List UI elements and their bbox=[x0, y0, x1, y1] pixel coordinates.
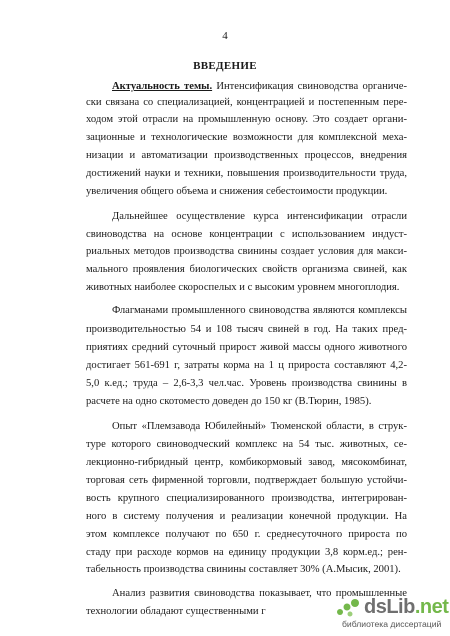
text-line: ски связана со специализацией, концентрацией и постепенным пере- bbox=[86, 97, 407, 108]
page-number: 4 bbox=[222, 30, 228, 42]
text-line: табельность производства свинины составляет 30% (А.Мысик, 2001). bbox=[86, 564, 401, 575]
heading-label: Актуальность темы. bbox=[112, 81, 213, 92]
text-line: технологии обладают существенными г bbox=[86, 606, 266, 617]
logo-name: dsLib.net bbox=[364, 596, 449, 618]
text-line: этом комплексе получают по 650 г. среднесуточного прироста по bbox=[86, 529, 407, 540]
text-line: Анализ развития свиноводства показывает, что промышленные bbox=[112, 588, 407, 599]
dslib-watermark-logo bbox=[336, 596, 449, 630]
text-line: производительностью 54 и 108 тысяч свиней в год. На таких пред- bbox=[86, 324, 407, 335]
text-line: вость крупного специализированного производства, интегрирован- bbox=[86, 493, 407, 504]
text-line: ного в систему получения и реализации конечной продукции. На bbox=[86, 511, 407, 522]
text-line: приятиях средний суточный прирост живой массы одного животного bbox=[86, 342, 407, 353]
dots-logo-icon bbox=[336, 598, 362, 618]
text-line: лекционно-гибридный центр, комбикормовый завод, мясокомбинат, bbox=[86, 457, 407, 468]
text-line: увеличения общего объема и снижения себестоимости продукции. bbox=[86, 186, 388, 197]
text-line: свиноводства на основе концентрации с использованием индуст- bbox=[86, 229, 407, 240]
text-line: низации и автоматизации производственных процессов, внедрения bbox=[86, 150, 407, 161]
text-line: мального проявления биологических свойств организма свиней, как bbox=[86, 264, 407, 275]
text-line: туре которого свиноводческий комплекс на 54 тыс. животных, се- bbox=[86, 439, 407, 450]
text-line: животных наиболее скороспелых и с высоким уровнем многоплодия. bbox=[86, 282, 400, 293]
text-line: Дальнейшее осуществление курса интенсификации отрасли bbox=[112, 211, 407, 222]
text-line: Актуальность темы. Интенсификация свиноводства органиче- bbox=[112, 81, 407, 92]
text-line: расчете на одно скотоместо доведен до 150 кг (В.Тюрин, 1985). bbox=[86, 396, 372, 407]
text-line: 5,0 к.ед.; труда – 2,6-3,3 чел.час. Уровень производства свинины в bbox=[86, 378, 407, 389]
text-line: достигает 561-691 г, затраты корма на 1 ц прироста составляют 4,2- bbox=[86, 360, 407, 371]
logo-subtitle: библиотека диссертаций bbox=[342, 619, 442, 629]
text-line: Опыт «Племзавода Юбилейный» Тюменской области, в струк- bbox=[112, 421, 407, 432]
text-line: Флагманами промышленного свиноводства являются комплексы bbox=[112, 305, 407, 316]
section-title: ВВЕДЕНИЕ bbox=[193, 60, 257, 72]
text-line: торговая сеть фирменной торговли, подтверждает большую устойчи- bbox=[86, 475, 407, 486]
text-line: ходом этой отрасли на промышленную основу. Это создает органи- bbox=[86, 114, 407, 125]
text-line: зационные и технологические возможности для комплексной меха- bbox=[86, 132, 407, 143]
text-line: достижений науки и техники, повышения производительности труда, bbox=[86, 168, 407, 179]
text-line: риальных методов производства свинины создает условия для макси- bbox=[86, 246, 407, 257]
text-line: стаду при расходе кормов на единицу продукции 3,8 корм.ед.; рен- bbox=[86, 547, 407, 558]
